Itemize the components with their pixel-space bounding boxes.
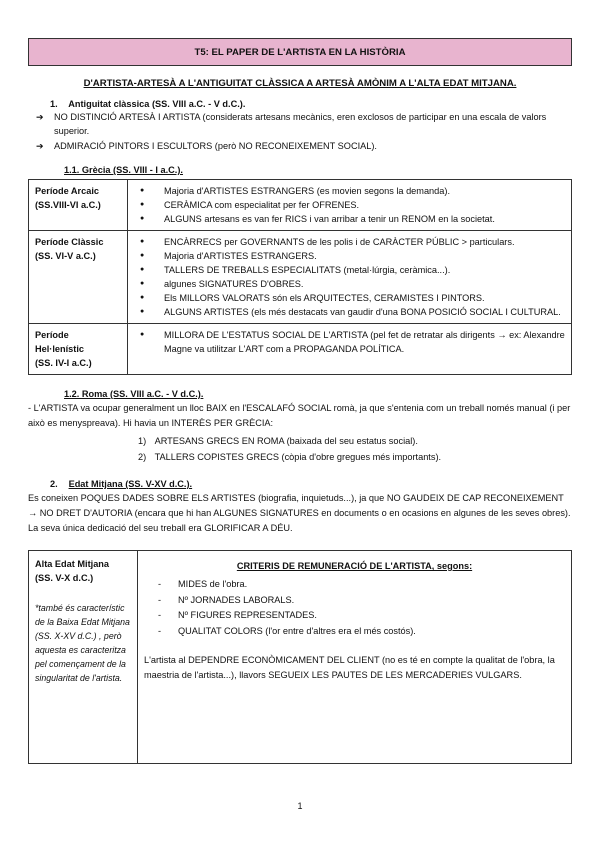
period-dates: (SS. V-X d.C.) — [35, 573, 94, 583]
section-1-point-text: NO DISTINCIÓ ARTESÀ I ARTISTA (considerats artesans mecànics, eren exclosos de participar en una escala de valors superior. — [54, 112, 547, 136]
period-name: Alta Edat Mitjana — [35, 559, 110, 569]
section-2-number: 2. — [50, 479, 58, 489]
list-item — [138, 433, 572, 449]
list-number: 1) — [138, 436, 147, 446]
table-row — [29, 551, 572, 764]
rome-list — [28, 433, 572, 465]
list-item: - MIDES de l'obra. — [144, 577, 565, 593]
section-2-heading — [28, 479, 572, 489]
section-1-point-text: ADMIRACIÓ PINTORS I ESCULTORS (però NO RECONEIXEMENT SOCIAL). — [54, 141, 377, 151]
list-item: ● algunes SIGNATURES D'OBRES. — [134, 277, 565, 291]
period-content — [128, 324, 572, 375]
list-item: ● MILLORA DE L'ESTATUS SOCIAL DE L'ARTISTA (pel fet de retratar als dirigents → ex: Alexandre Magne va utilitzar L'ART com a PROPAGANDA POLÍTICA. — [134, 328, 565, 356]
list-item — [138, 449, 572, 465]
criteria-heading: CRITERIS DE REMUNERACIÓ DE L'ARTISTA, segons: — [236, 561, 473, 571]
list-item: ● ALGUNS artesans es van fer RICS i van arribar a tenir un RENOM en la societat. — [134, 212, 565, 226]
table-row — [29, 324, 572, 375]
list-item: ● Majoria d'ARTISTES ESTRANGERS. — [134, 249, 565, 263]
period-name: Període — [35, 330, 69, 340]
section-1-heading — [28, 99, 572, 109]
document-subtitle: D'ARTISTA-ARTESÀ A L'ANTIGUITAT CLÀSSICA A ARTESÀ AMÒNIM A L'ALTA EDAT MITJANA. — [83, 78, 517, 89]
list-item: ● Majoria d'ARTISTES ESTRANGERS (es movien segons la demanda). — [134, 184, 565, 198]
list-item: - Nº FIGURES REPRESENTADES. — [144, 608, 565, 624]
arrow-icon: ➔ — [36, 141, 44, 151]
period-content — [128, 180, 572, 231]
period-content — [128, 231, 572, 324]
title-banner — [28, 38, 572, 66]
period-name: Període Arcaic — [35, 186, 100, 196]
list-item: ● TALLERS DE TREBALLS ESPECIALITATS (metal·lúrgia, ceràmica...). — [134, 263, 565, 277]
table-row — [29, 180, 572, 231]
criteria-paragraph: L'artista al DEPENDRE ECONÒMICAMENT DEL CLIENT (no es té en compte la qualitat de l'obra, la maestria de l'artista...), llavors SEGUEIX LES PAUTES DE LES MERCADERIES VULGARS. — [144, 655, 555, 680]
section-1-point — [28, 139, 572, 153]
list-item: ● ALGUNS ARTISTES (els més destacats van gaudir d'una BONA POSICIÓ SOCIAL I CULTURAL. — [134, 305, 565, 319]
table-row — [29, 231, 572, 324]
middle-ages-table — [28, 550, 572, 764]
list-text: TALLERS COPISTES GRECS (còpia d'obre gregues més importants). — [154, 452, 442, 462]
period-cell — [29, 180, 128, 231]
document-page — [28, 38, 572, 764]
list-item: - QUALITAT COLORS (l'or entre d'altres era el més costós). — [144, 624, 565, 640]
section-1-point — [28, 110, 572, 138]
section-2-paragraph: Es coneixen POQUES DADES SOBRE ELS ARTISTES (biografia, inquietuds...), ja que NO GAUDEIX DE CAP RECONEIXEMENT → NO DRET D'AUTORIA (encara que hi han ALGUNES SIGNATURES en documents o en ocasions en algunes de les seves obres). La seva única dedicació del seu treball era GLORIFICAR A DÉU. — [28, 493, 571, 533]
period-note: *també és característic de la Baixa Edat Mitjana (SS. X-XV d.C.) , però aquesta es caracteritza pel començament de la singularitat de l'artista. — [35, 603, 130, 683]
period-cell — [29, 551, 138, 764]
rome-paragraph: - L'ARTISTA va ocupar generalment un lloc BAIX en l'ESCALAFÓ SOCIAL romà, ja que s'entenia com un treball només manual (i per això es menyspreava). Hi havia un INTERÈS PER GRÈCIA: — [28, 403, 571, 428]
rome-heading: 1.2. Roma (SS. VIII a.C. - V d.C.). — [64, 389, 204, 399]
arrow-icon: ➔ — [36, 112, 44, 122]
document-title: T5: EL PAPER DE L'ARTISTA EN LA HISTÒRIA — [194, 46, 406, 58]
list-item: ● ENCÀRRECS per GOVERNANTS de les polis i de CARÀCTER PÚBLIC > particulars. — [134, 235, 565, 249]
section-1-number: 1. — [50, 99, 58, 109]
list-item: - Nº JORNADES LABORALS. — [144, 593, 565, 609]
period-dates: (SS. VI-V a.C.) — [35, 251, 96, 261]
list-text: ARTESANS GRECS EN ROMA (baixada del seu estatus social). — [154, 436, 418, 446]
period-cell — [29, 231, 128, 324]
page-number: 1 — [297, 801, 303, 811]
period-dates: (SS. IV-I a.C.) — [35, 358, 92, 368]
section-2-title: Edat Mitjana (SS. V-XV d.C.). — [68, 479, 193, 489]
criteria-content — [138, 551, 572, 764]
list-item: ● CERÀMICA com especialitat per fer OFRENES. — [134, 198, 565, 212]
section-1-title: Antiguitat clàssica (SS. VIII a.C. - V d.C.). — [68, 99, 246, 109]
greece-table — [28, 179, 572, 375]
period-name-2: Hel·lenístic — [35, 344, 85, 354]
period-dates: (SS.VIII-VI a.C.) — [35, 200, 101, 210]
greece-heading: 1.1. Grècia (SS. VIII - I a.C.). — [64, 165, 183, 175]
list-number: 2) — [138, 452, 147, 462]
period-name: Període Clàssic — [35, 237, 104, 247]
list-item: ● Els MILLORS VALORATS són els ARQUITECTES, CERAMISTES I PINTORS. — [134, 291, 565, 305]
period-cell — [29, 324, 128, 375]
